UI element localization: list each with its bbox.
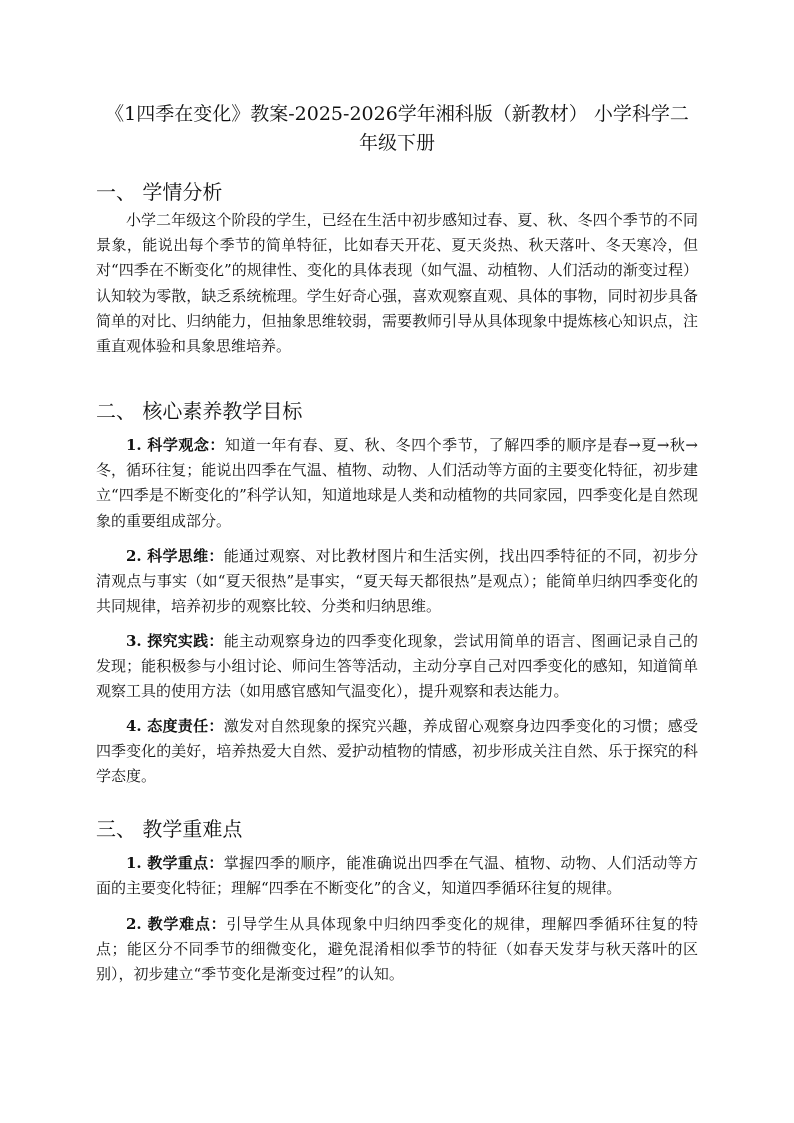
paragraph-objective-thinking: [96, 544, 698, 620]
paragraph-text: 掌握四季的顺序，能准确说出四季在气温、植物、动物、人们活动等方面的主要变化特征；理解“四季在不断变化”的含义，知道四季循环往复的规律。: [96, 854, 698, 898]
paragraph-learning-analysis: [96, 208, 698, 359]
section-heading-key-points: 三、 教学重难点: [96, 817, 243, 841]
paragraph-objective-concept: [96, 433, 698, 534]
paragraph-text: 能主动观察身边的四季变化现象，尝试用简单的语言、图画记录自己的发现；能积极参与小组讨论、师问生答等活动，主动分享自己对四季变化的感知，知道简单观察工具的使用方法（如用感官感知气温变化），提升观察和表达能力。: [96, 632, 698, 701]
paragraph-lead: 3. 探究实践：: [126, 632, 224, 650]
paragraph-text: 小学二年级这个阶段的学生，已经在生活中初步感知过春、夏、秋、冬四个季节的不同景象，能说出每个季节的简单特征，比如春天开花、夏天炎热、秋天落叶、冬天寒冷，但对“四季在不断变化”的规律性、变化的具体表现（如气温、动植物、人们活动的渐变过程）认知较为零散，缺乏系统梳理。学生好奇心强，喜欢观察直观、具体的事物，同时初步具备简单的对比、归纳能力，但抽象思维较弱，需要教师引导从具体现象中提炼核心知识点，注重直观体验和具象思维培养。: [96, 211, 698, 356]
paragraph-objective-practice: [96, 629, 698, 705]
paragraph-lead: 4. 态度责任：: [126, 717, 224, 735]
paragraph-text: 能通过观察、对比教材图片和生活实例，找出四季特征的不同，初步分清观点与事实（如“夏天很热”是事实，“夏天每天都很热”是观点）；能简单归纳四季变化的共同规律，培养初步的观察比较、分类和归纳思维。: [96, 547, 698, 616]
paragraph-objective-attitude: [96, 714, 698, 790]
paragraph-text: 引导学生从具体现象中归纳四季变化的规律，理解四季循环往复的特点；能区分不同季节的细微变化，避免混淆相似季节的特征（如春天发芽与秋天落叶的区别），初步建立“季节变化是渐变过程”的认知。: [96, 915, 698, 984]
paragraph-lead: 2. 科学思维：: [126, 547, 224, 565]
paragraph-lead: 1. 教学重点：: [126, 854, 224, 872]
paragraph-text: 知道一年有春、夏、秋、冬四个季节，了解四季的顺序是春→夏→秋→冬，循环往复；能说出四季在气温、植物、动物、人们活动等方面的主要变化特征，初步建立“四季是不断变化的”科学认知，知道地球是人类和动植物的共同家园，四季变化是自然现象的重要组成部分。: [96, 436, 698, 530]
paragraph-lead: 1. 科学观念：: [126, 436, 225, 454]
paragraph-difficult-point: [96, 912, 698, 988]
document-title: 《1四季在变化》教案-2025-2026学年湘科版（新教材） 小学科学二年级下册: [105, 103, 689, 154]
paragraph-text: 激发对自然现象的探究兴趣，养成留心观察身边四季变化的习惯；感受四季变化的美好，培养热爱大自然、爱护动植物的情感，初步形成关注自然、乐于探究的科学态度。: [96, 717, 698, 786]
section-heading-learning-analysis: 一、 学情分析: [96, 180, 223, 204]
paragraph-lead: 2. 教学难点：: [126, 915, 227, 933]
section-heading-core-objectives: 二、 核心素养教学目标: [96, 399, 303, 423]
paragraph-key-point: [96, 851, 698, 901]
